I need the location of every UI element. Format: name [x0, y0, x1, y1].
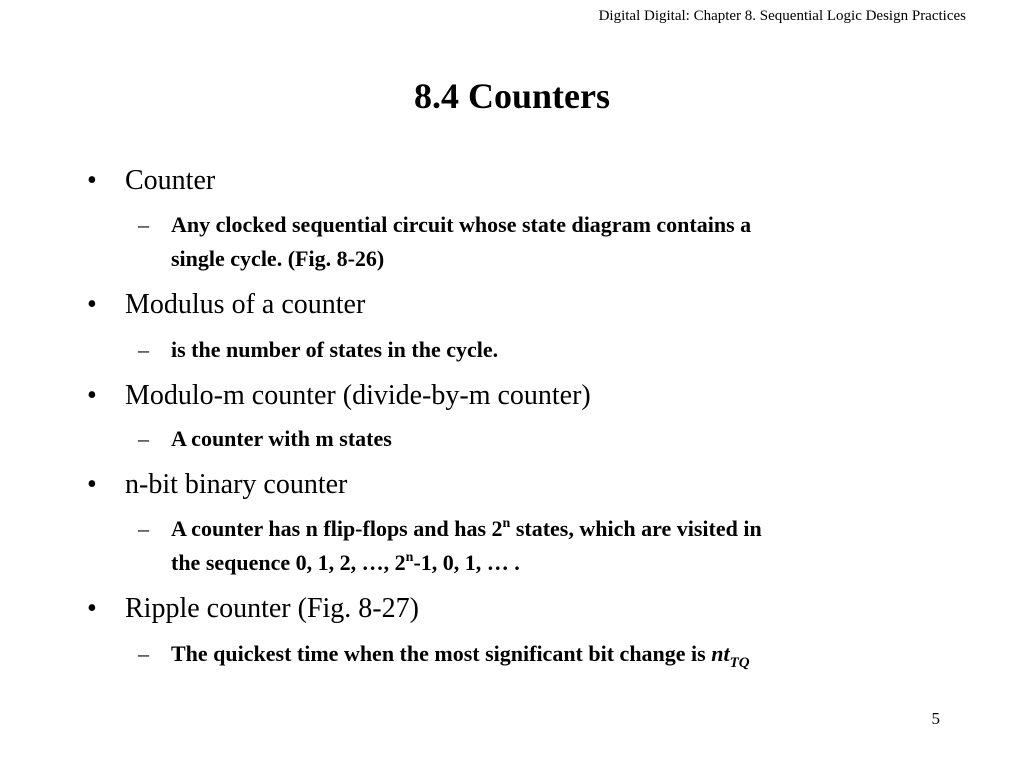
sub-bullet-marker: – [138, 516, 149, 541]
sub-bullet-marker: – [138, 212, 149, 237]
text-fragment: A counter has n flip-flops and has 2 [171, 516, 503, 541]
bullet-marker: • [87, 380, 97, 411]
text-fragment: states, which are visited in [510, 516, 762, 541]
bullet-text: Modulus of a counter [125, 289, 366, 320]
sub-bullet-line: A counter with m states [171, 426, 392, 451]
sub-bullet-line [171, 512, 971, 546]
bullet-text: n-bit binary counter [125, 469, 348, 500]
sub-bullet-text [171, 512, 971, 580]
sub-bullet-line: Any clocked sequential circuit whose state diagram contains a [171, 212, 752, 237]
bullet-marker: • [87, 289, 97, 320]
superscript: n [405, 550, 414, 565]
bullet-marker: • [87, 593, 97, 624]
sub-bullet-text [171, 333, 971, 367]
text-fragment: the sequence 0, 1, 2, …, 2 [171, 550, 406, 575]
subscript: TQ [729, 655, 750, 671]
sub-bullet-marker: – [138, 337, 149, 362]
sub-bullet-line [171, 546, 971, 580]
slide-header: Digital Digital: Chapter 8. Sequential Logic Design Practices [598, 8, 966, 24]
sub-bullet-line: single cycle. (Fig. 8-26) [171, 246, 385, 271]
text-fragment: -1, 0, 1, … . [413, 550, 520, 575]
sub-bullet-marker: – [138, 426, 149, 451]
text-fragment: The quickest time when the most significant bit change is [171, 641, 712, 666]
bullet-marker: • [87, 165, 97, 196]
italic-fragment: nt [711, 641, 730, 666]
bullet-text: Ripple counter (Fig. 8-27) [125, 593, 419, 624]
bullet-text: Counter [125, 165, 216, 196]
slide-title: 8.4 Counters [414, 76, 610, 116]
sub-bullet-marker: – [138, 641, 149, 666]
sub-bullet-line: is the number of states in the cycle. [171, 337, 499, 362]
sub-bullet-text [171, 422, 971, 456]
sub-bullet-text [171, 208, 971, 276]
sub-bullet-line [171, 637, 971, 671]
superscript: n [502, 516, 511, 531]
bullet-text: Modulo-m counter (divide-by-m counter) [125, 380, 591, 411]
page-number: 5 [931, 709, 940, 728]
sub-bullet-text [171, 637, 971, 671]
bullet-marker: • [87, 469, 97, 500]
